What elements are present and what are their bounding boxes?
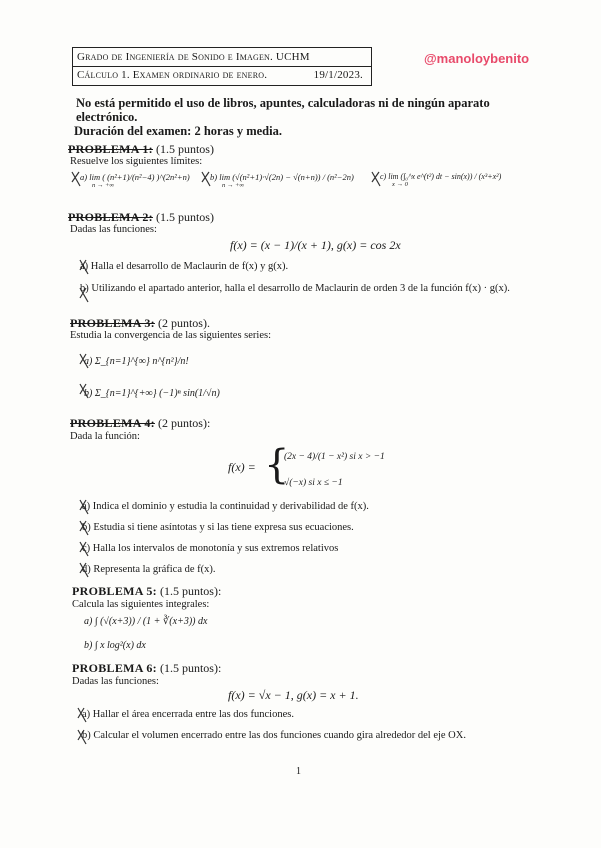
problem-4-item-c-label: c)	[82, 543, 91, 554]
problem-1-statement: Resuelve los siguientes límites:	[70, 156, 203, 167]
problem-2-item-b-label: b)	[80, 283, 89, 294]
problem-4-item-d	[82, 564, 216, 575]
problem-5-label: PROBLEMA 5:	[72, 584, 157, 598]
problem-4-item-a-text: Indica el dominio y estudia la continuidad y derivabilidad de f(x).	[92, 501, 369, 512]
problem-5-item-a-label: a)	[84, 616, 93, 627]
problem-5-item-a-formula: ∫ (√(x+3)) / (1 + ∛(x+3)) dx	[94, 616, 208, 627]
problem-3-item-b	[84, 388, 220, 399]
problem-2-points: (1.5 puntos)	[155, 210, 214, 224]
problem-6-statement: Dadas las funciones:	[72, 676, 159, 687]
problem-4-item-d-text: Representa la gráfica de f(x).	[93, 564, 216, 575]
problem-2-item-b	[80, 282, 530, 295]
problem-1-item-a	[80, 172, 190, 189]
problem-4-item-a	[82, 501, 369, 512]
problem-3-points: (2 puntos).	[157, 316, 210, 330]
problem-1-item-a-formula: lim ( (n²+1)/(n²−4) )^(2n²+n)	[89, 172, 190, 182]
header-line-2	[73, 66, 371, 84]
problem-3-statement: Estudia la convergencia de las siguientes series:	[70, 330, 271, 341]
problem-2-label: PROBLEMA 2:	[68, 210, 153, 224]
problem-1-item-c-label: c)	[380, 172, 387, 181]
problem-1-points: (1.5 puntos)	[155, 142, 214, 156]
problem-4-item-b	[82, 522, 354, 533]
problem-2-item-a-label: a)	[80, 261, 89, 272]
problem-1-item-b	[210, 172, 354, 189]
page-number: 1	[296, 766, 301, 777]
header-course: Cálculo 1. Examen ordinario de enero.	[77, 69, 268, 81]
problem-3-item-a-formula: Σ_{n=1}^{∞} n^{n²}/n!	[94, 356, 189, 367]
problem-1-item-c-formula: lim (∫₀^x e^(t²) dt − sin(x)) / (x³+x²)	[388, 172, 502, 181]
problem-2-statement: Dadas las funciones:	[70, 224, 157, 235]
problem-1-title	[68, 142, 214, 157]
problem-1-label: PROBLEMA 1:	[68, 142, 153, 156]
watermark: @manoloybenito	[424, 51, 530, 66]
problem-3-title	[70, 316, 210, 331]
problem-4-item-b-label: b)	[82, 522, 91, 533]
problem-6-item-b-text: Calcular el volumen encerrado entre las dos funciones cuando gira alrededor del eje OX.	[93, 730, 466, 741]
problem-3-item-a	[84, 356, 189, 367]
problem-2-item-a-text: Halla el desarrollo de Maclaurin de f(x) y g(x).	[90, 261, 289, 272]
problem-6-item-b	[82, 730, 466, 741]
problem-4-statement: Dada la función:	[70, 431, 140, 442]
problem-1-item-b-sub: n → +∞	[222, 182, 245, 189]
problem-5-statement: Calcula las siguientes integrales:	[72, 599, 210, 610]
problem-4-item-b-text: Estudia si tiene asíntotas y si las tiene expresa sus ecuaciones.	[93, 522, 354, 533]
problem-3-item-b-label: b)	[84, 388, 93, 399]
problem-4-fx: f(x) =	[228, 460, 256, 474]
problem-4-item-c	[82, 543, 338, 554]
header-line-1: Grado de Ingeniería de Sonido e Imagen. UCHM	[73, 48, 371, 67]
problem-6-item-a-label: a)	[82, 709, 91, 720]
problem-2-item-b-text: Utilizando el apartado anterior, halla el desarrollo de Maclaurin de orden 3 de la función f(x) · g(x).	[91, 283, 510, 294]
problem-6-item-a-text: Hallar el área encerrada entre las dos funciones.	[92, 709, 294, 720]
problem-2-formula: f(x) = (x − 1)/(x + 1), g(x) = cos 2x	[230, 238, 401, 252]
problem-6-points: (1.5 puntos):	[159, 661, 222, 675]
problem-3-item-b-formula: Σ_{n=1}^{+∞} (−1)ⁿ sin(1/√n)	[94, 388, 220, 399]
problem-5-title	[72, 584, 221, 599]
problem-5-item-a	[84, 616, 207, 627]
problem-1-item-c-sub: x → 0	[392, 181, 408, 188]
problem-5-item-b-formula: ∫ x log²(x) dx	[94, 640, 146, 651]
problem-5-item-b	[84, 640, 146, 651]
exam-rules: No está permitido el uso de libros, apuntes, calculadoras ni de ningún aparato electrónico.	[76, 96, 490, 124]
problem-5-item-b-label: b)	[84, 640, 93, 651]
exam-header	[72, 47, 372, 86]
problem-5-points: (1.5 puntos):	[159, 584, 222, 598]
header-date: 19/1/2023.	[313, 69, 363, 81]
problem-4-piece-1: (2x − 4)/(1 − x²) si x > −1	[284, 452, 385, 462]
problem-1-item-c	[380, 172, 540, 188]
problem-1-item-b-label: b)	[210, 172, 218, 182]
problem-6-formula: f(x) = √x − 1, g(x) = x + 1.	[228, 688, 359, 702]
problem-6-item-b-label: b)	[82, 730, 91, 741]
problem-3-item-a-label: a)	[84, 356, 93, 367]
problem-1-item-a-sub: n → +∞	[92, 182, 115, 189]
problem-1-item-a-label: a)	[80, 172, 88, 182]
exam-duration: Duración del examen: 2 horas y media.	[74, 124, 282, 138]
problem-4-title	[70, 416, 210, 431]
problem-3-label: PROBLEMA 3:	[70, 316, 155, 330]
problem-4-label: PROBLEMA 4:	[70, 416, 155, 430]
problem-6-item-a	[82, 709, 294, 720]
problem-4-points: (2 puntos):	[157, 416, 211, 430]
problem-2-item-a	[80, 261, 288, 272]
problem-6-label: PROBLEMA 6:	[72, 661, 157, 675]
problem-4-item-a-label: a)	[82, 501, 91, 512]
problem-4-item-d-label: d)	[82, 564, 91, 575]
problem-4-brace: {	[264, 442, 290, 488]
problem-1-item-b-formula: lim (√(n²+1)·√(2n) − √(n+n)) / (n²−2n)	[219, 172, 354, 182]
problem-6-title	[72, 661, 221, 676]
problem-4-item-c-text: Halla los intervalos de monotonía y sus extremos relativos	[92, 543, 339, 554]
problem-4-piece-2: √(−x) si x ≤ −1	[284, 478, 343, 488]
problem-2-title	[68, 210, 214, 225]
